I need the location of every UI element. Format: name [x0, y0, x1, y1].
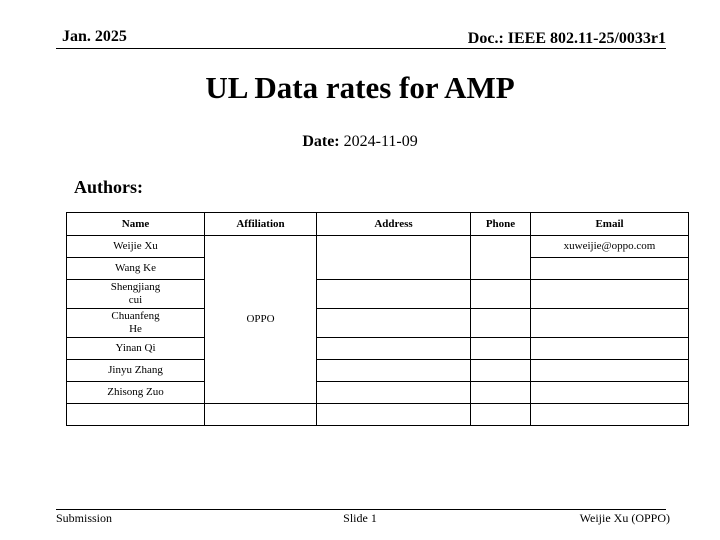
- slide-title: UL Data rates for AMP: [205, 70, 515, 105]
- footer-author: Weijie Xu (OPPO): [579, 511, 670, 525]
- authors-heading: Authors:: [74, 177, 144, 197]
- author-email: [531, 404, 689, 426]
- table-row: [67, 360, 689, 382]
- footer-slide-number: Slide 1: [343, 511, 377, 525]
- column-header-name: Name: [67, 213, 205, 236]
- author-phone: [471, 404, 531, 426]
- header-divider: [56, 48, 666, 49]
- author-email: [531, 338, 689, 360]
- date-label: Date:: [302, 133, 340, 150]
- author-email: [531, 280, 689, 309]
- author-phone: [471, 236, 531, 280]
- author-name: Yinan Qi: [67, 338, 205, 360]
- author-email: [531, 258, 689, 280]
- author-email: [531, 382, 689, 404]
- author-affiliation: OPPO: [205, 236, 317, 404]
- author-address: [317, 338, 471, 360]
- author-phone: [471, 360, 531, 382]
- authors-table: [66, 212, 689, 426]
- header-doc-id: Doc.: IEEE 802.11-25/0033r1: [467, 30, 666, 47]
- header-date: Jan. 2025: [62, 28, 127, 45]
- author-address: [317, 309, 471, 338]
- footer-submission: Submission: [56, 511, 113, 525]
- author-address: [317, 404, 471, 426]
- table-row: [67, 236, 689, 258]
- footer-divider: [56, 509, 666, 510]
- date-value: 2024-11-09: [343, 133, 418, 150]
- table-row: [67, 309, 689, 338]
- author-name: Wang Ke: [67, 258, 205, 280]
- table-row: [67, 404, 689, 426]
- date-line: [0, 133, 720, 151]
- author-name: [67, 404, 205, 426]
- author-email: [531, 309, 689, 338]
- author-name: Shengjiang cui: [67, 280, 205, 309]
- column-header-address: Address: [317, 213, 471, 236]
- table-row: [67, 382, 689, 404]
- author-address: [317, 360, 471, 382]
- table-row: [67, 280, 689, 309]
- author-phone: [471, 280, 531, 309]
- author-address: [317, 236, 471, 280]
- author-name: Jinyu Zhang: [67, 360, 205, 382]
- table-row: [67, 338, 689, 360]
- author-name: Zhisong Zuo: [67, 382, 205, 404]
- column-header-email: Email: [531, 213, 689, 236]
- author-name: Weijie Xu: [67, 236, 205, 258]
- author-phone: [471, 338, 531, 360]
- author-address: [317, 280, 471, 309]
- author-name: Chuanfeng He: [67, 309, 205, 338]
- author-address: [317, 382, 471, 404]
- column-header-phone: Phone: [471, 213, 531, 236]
- column-header-affiliation: Affiliation: [205, 213, 317, 236]
- author-affiliation: [205, 404, 317, 426]
- author-email: [531, 360, 689, 382]
- author-phone: [471, 309, 531, 338]
- table-header-row: [67, 213, 689, 236]
- author-email: xuweijie@oppo.com: [531, 236, 689, 258]
- author-phone: [471, 382, 531, 404]
